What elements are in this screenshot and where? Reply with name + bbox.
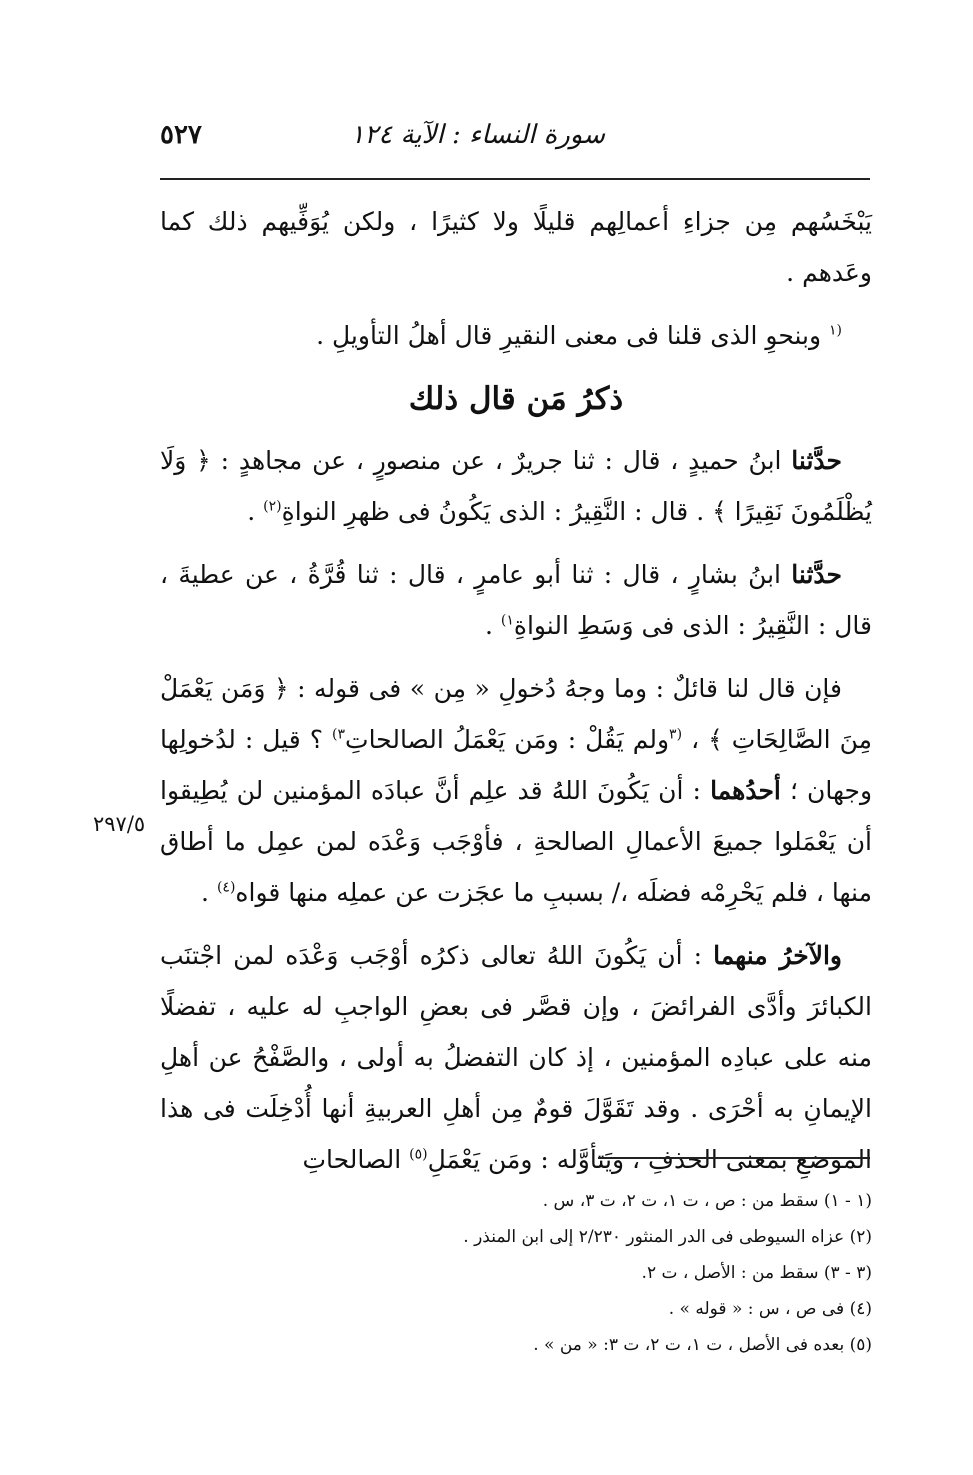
footnote: (٥) بعده فى الأصل ، ت ١، ت ٢، ت ٣: « من » . [533,1335,872,1355]
main-text [160,196,872,1185]
footnote-ref: (٢) [263,498,282,515]
footnote-ref: (٥) [409,1146,428,1163]
paragraph-1: يَبْخَسُهم مِن جزاءِ أعمالِهم قليلًا ولا كثيرًا ، ولكن يُوَفِّيهم ذلك كما وعَدهم . [160,207,873,287]
footnote: (١ - ١) سقط من : ص ، ت ١، ت ٢، ت ٣، س . [542,1191,872,1211]
paragraph-5: فإن قال لنا قائلٌ : وما وجهُ دُخولِ « مِن » فى قوله : ﴿ وَمَن يَعْمَلْ مِنَ الصَّالِحَاتِ ﴾ ، $^{(٣}$ولم يَقُلْ : ومَن يَعْمَلُ الصالحاتِ$^{٣)}$ ؟ قيل : لدُخولِها وجهان ؛ أحدُهما : أن يَكُونَ اللهُ قد علِم أنَّ عبادَه المؤمنين لن يُطِيقوا أن يَعْمَلوا جميعَ الأعمالِ الصالحةِ ، فأوْجَب وَعْدَه لمن عمِل ما أطاق منها ، فلم يَحْرِمْه فضلَه ،/ بسببِ ما عجَزت عن عملِه منها قواه$^{(٤)}$ . [160,674,873,907]
section-heading: ذكرُ مَن قال ذلك [408,381,624,417]
footnote: (٤) فى ص ، س : « قوله » . [668,1299,872,1319]
header-rule [160,178,870,180]
margin-reference: ٢٩٧/٥ [93,812,146,836]
paragraph-3: حدَّثنا ابنُ حميدٍ ، قال : ثنا جريرٌ ، عن منصورٍ ، عن مجاهدٍ : ﴿ وَلَا يُظْلَمُونَ نَقِيرًا ﴾ . قال : النَّقِيرُ : الذى يَكُونُ فى ظهرِ النواةِ$^{(٢)}$ . [160,446,872,526]
footnote: (٢) عزاه السيوطى فى الدر المنثور ٢/٢٣٠ إلى ابن المنذر . [463,1227,872,1247]
footnotes [300,1183,872,1363]
footnote-rule [598,1157,870,1159]
footnote-ref: (١ [829,322,842,339]
paragraph-6: والآخرُ منهما : أن يَكُونَ اللهُ تعالى ذكرُه أوْجَب وَعْدَه لمن اجْتنَب الكبائرَ وأدَّى الفرائضَ ، وإن قصَّر فى بعضِ الواجبِ له عليه ، تفضلًا منه على عبادِه المؤمنين ، إذ كان التفضلُ به أولى ، والصَّفْحُ عن أهلِ الإيمانِ به أحْرَى . وقد تَقَوَّلَ قومٌ مِن أهلِ العربيةِ أنها أُدْخِلَت فى هذا الموضعِ بمعنى الحذفِ ، ويَتأوَّله : ومَن يَعْمَلِ$^{(٥)}$ الصالحاتِ [160,941,872,1174]
footnote-ref: ١) [500,612,514,629]
running-header [160,118,830,158]
footnote: (٣ - ٣) سقط من : الأصل ، ت ٢. [641,1263,872,1283]
footnote-ref: ٣) [332,726,346,743]
footnote-ref: (٤) [216,879,236,896]
paragraph-2: $^{(١}$ وبنحوِ الذى قلنا فى معنى النقيرِ قال أهلُ التأويلِ . [316,321,842,350]
footnote-ref: (٣ [669,726,683,743]
paragraph-4: حدَّثنا ابنُ بشارٍ ، قال : ثنا أبو عامرٍ ، قال : ثنا قُرَّةُ ، عن عطيةَ ، قال : النَّقِيرُ : الذى فى وَسَطِ النواةِ$^{١)}$ . [160,560,872,640]
running-title: سورة النساء : الآية ١٢٤ [350,120,605,150]
page-number: ٥٢٧ [160,120,202,150]
